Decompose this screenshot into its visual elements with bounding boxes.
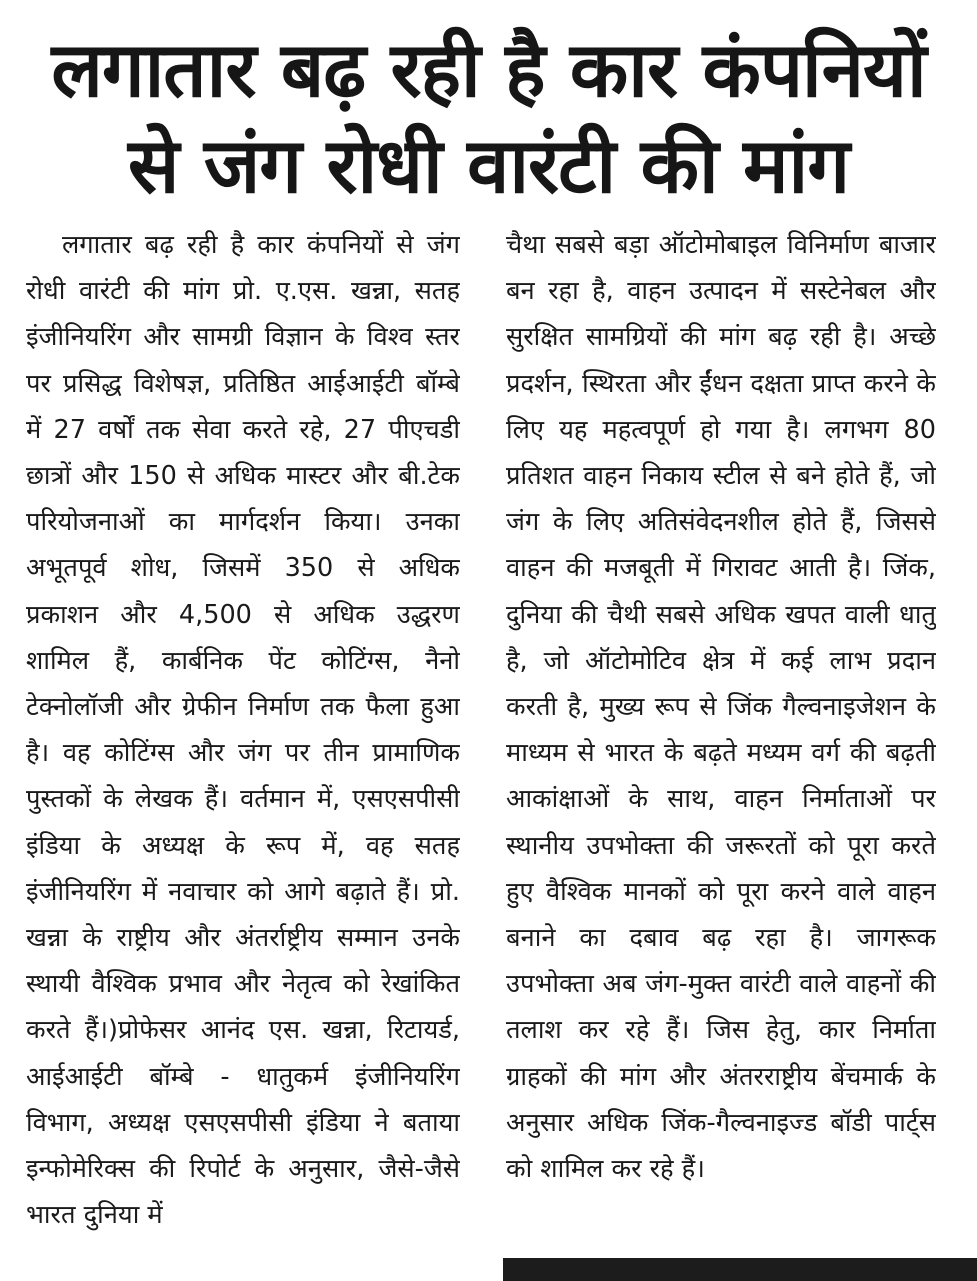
article-column-right: चैथा सबसे बड़ा ऑटोमोबाइल विनिर्माण बाजार बन रहा है, वाहन उत्पादन में सस्टेनेबल और सुरक्षित सामग्रियों की मांग बढ़ रही है। अच्छे प्रदर्शन, स्थिरता और ईंधन दक्षता प्राप्त करने के लिए यह महत्वपूर्ण हो गया है। लगभग 80 प्रतिशत वाहन निकाय स्टील से बने होते हैं, जो जंग के लिए अतिसंवेदनशील होते हैं, जिससे वाहन की मजबूती में गिरावट आती है। जिंक, दुनिया की चैथी सबसे अधिक खपत वाली धातु है, जो ऑटोमोटिव क्षेत्र में कई लाभ प्रदान करती है, मुख्य रूप से जिंक गैल्वनाइजेशन के माध्यम से भारत के बढ़ते मध्यम वर्ग की बढ़ती आकांक्षाओं के साथ, वाहन निर्माताओं पर स्थानीय उपभोक्ता की जरूरतों को पूरा करते हुए वैश्विक मानकों को पूरा करने वाले वाहन बनाने का दबाव बढ़ रहा है। जागरूक उपभोक्ता अब जंग-मुक्त वारंटी वाले वाहनों की तलाश कर रहे हैं। जिस हेतु, कार निर्माता ग्राहकों की मांग और अंतरराष्ट्रीय बेंचमार्क के अनुसार अधिक जिंक-गैल्वनाइज्ड बॉडी पार्ट्स को शामिल कर रहे हैं।	[506, 230, 936, 1185]
headline	[0, 22, 977, 214]
headline-line-1: लगातार बढ़ रही है कार कंपनियों	[51, 25, 926, 114]
headline-line-2: से जंग रोधी वारंटी की मांग	[127, 121, 850, 210]
next-article-header-bar	[503, 1258, 977, 1281]
article-column-left: लगातार बढ़ रही है कार कंपनियों से जंग रोधी वारंटी की मांग प्रो. ए.एस. खन्ना, सतह इंजीनियरिंग और सामग्री विज्ञान के विश्व स्तर पर प्रसिद्ध विशेषज्ञ, प्रतिष्ठित आईआईटी बॉम्बे में 27 वर्षों तक सेवा करते रहे, 27 पीएचडी छात्रों और 150 से अधिक मास्टर और बी.टेक परियोजनाओं का मार्गदर्शन किया। उनका अभूतपूर्व शोध, जिसमें 350 से अधिक प्रकाशन और 4,500 से अधिक उद्धरण शामिल हैं, कार्बनिक पेंट कोटिंग्स, नैनो टेक्नोलॉजी और ग्रेफीन निर्माण तक फैला हुआ है। वह कोटिंग्स और जंग पर तीन प्रामाणिक पुस्तकों के लेखक हैं। वर्तमान में, एसएसपीसी इंडिया के अध्यक्ष के रूप में, वह सतह इंजीनियरिंग में नवाचार को आगे बढ़ाते हैं। प्रो. खन्ना के राष्ट्रीय और अंतर्राष्ट्रीय सम्मान उनके स्थायी वैश्विक प्रभाव और नेतृत्व को रेखांकित करते हैं।)प्रोफेसर आनंद एस. खन्ना, रिटायर्ड, आईआईटी बॉम्बे - धातुकर्म इंजीनियरिंग विभाग, अध्यक्ष एसएसपीसी इंडिया ने बताया इन्फोमेरिक्स की रिपोर्ट के अनुसार, जैसे-जैसे भारत दुनिया में	[26, 230, 460, 1231]
